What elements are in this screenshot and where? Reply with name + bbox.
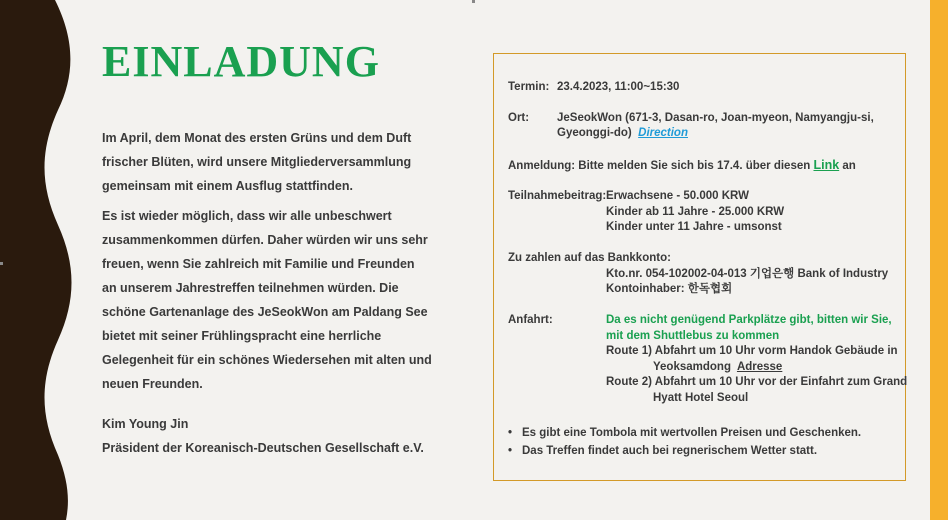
- signature-name: Kim Young Jin: [102, 417, 189, 431]
- anmeldung-line: [508, 158, 856, 175]
- bullet-text: Das Treffen findet auch bei regnerischem Wetter statt.: [522, 445, 818, 457]
- bullet-dot: •: [508, 445, 513, 457]
- beitrag-line-3: Kinder unter 11 Jahre - umsonst: [606, 221, 782, 233]
- intro-paragraph-2: Es ist wieder möglich, dass wir alle unbeschwert zusammenkommen dürfen. Daher würden wir uns sehr freuen, wenn Sie zahlreich mit Familie und Freunden an unserem Jahrestreffen teilnehmen würden. Die schöne Gartenanlage des JeSeokWon am Paldang See bietet mit seiner Frühlingspracht eine herrliche Gelegenheit für ein schönes Wiedersehen mit alten und neuen Freunden.: [102, 209, 432, 391]
- route-1-line-2: Yeoksamdong: [653, 361, 731, 373]
- beitrag-line-1: Erwachsene - 50.000 KRW: [606, 190, 749, 202]
- anmeldung-text: Anmeldung: Bitte melden Sie sich bis 17.4. über diesen: [508, 160, 811, 172]
- slide-marker-left: [0, 262, 3, 265]
- ort-line-2-wrap: [557, 126, 688, 142]
- beitrag-line-2: Kinder ab 11 Jahre - 25.000 KRW: [606, 206, 785, 218]
- beitrag-label: Teilnahmebeitrag:: [508, 190, 607, 202]
- bullet-dot: •: [508, 427, 513, 439]
- direction-link[interactable]: Direction: [638, 127, 688, 139]
- bullet-item: [508, 424, 861, 442]
- intro-text: [102, 126, 432, 402]
- route-1-line-2-wrap: [653, 360, 782, 376]
- anfahrt-label: Anfahrt:: [508, 314, 553, 326]
- left-wave-decoration: [0, 0, 80, 520]
- info-box: [493, 53, 906, 481]
- termin-value: 23.4.2023, 11:00~15:30: [557, 81, 680, 93]
- route-2-line-2: Hyatt Hotel Seoul: [653, 392, 749, 404]
- ort-line-1: JeSeokWon (671-3, Dasan-ro, Joan-myeon, Namyangju-si,: [557, 112, 874, 124]
- anfahrt-note-2: mit dem Shuttlebus zu kommen: [606, 330, 780, 342]
- route-1-line-1: Route 1) Abfahrt um 10 Uhr vorm Handok Gebäude in: [606, 345, 898, 357]
- route-2-line-1: Route 2) Abfahrt um 10 Uhr vor der Einfahrt zum Grand: [606, 376, 908, 388]
- anmeldung-end: an: [842, 160, 856, 172]
- registration-link[interactable]: Link: [813, 158, 840, 172]
- page-title: EINLADUNG: [102, 37, 380, 86]
- signature-role: Präsident der Koreanisch-Deutschen Gesellschaft e.V.: [102, 441, 424, 455]
- bank-label: Zu zahlen auf das Bankkonto:: [508, 252, 671, 264]
- signature: [102, 412, 424, 460]
- ort-label: Ort:: [508, 112, 530, 124]
- termin-label: Termin:: [508, 81, 550, 93]
- address-link[interactable]: Adresse: [736, 361, 783, 373]
- bullet-text: Es gibt eine Tombola mit wertvollen Preisen und Geschenken.: [522, 427, 862, 439]
- bank-line-2: Kontoinhaber: 한독협회: [606, 283, 733, 295]
- bullet-item: [508, 442, 817, 460]
- anfahrt-note-1: Da es nicht genügend Parkplätze gibt, bitten wir Sie,: [606, 314, 892, 326]
- intro-paragraph-1: Im April, dem Monat des ersten Grüns und dem Duft frischer Blüten, wird unsere Mitgliederversammlung gemeinsam mit einem Ausflug stattfinden.: [102, 131, 412, 193]
- bank-line-1: Kto.nr. 054-102002-04-013 기업은행 Bank of Industry: [606, 268, 889, 280]
- ort-line-2: Gyeonggi-do): [557, 127, 632, 139]
- right-accent-bar: [930, 0, 948, 520]
- slide-marker-top: [472, 0, 475, 3]
